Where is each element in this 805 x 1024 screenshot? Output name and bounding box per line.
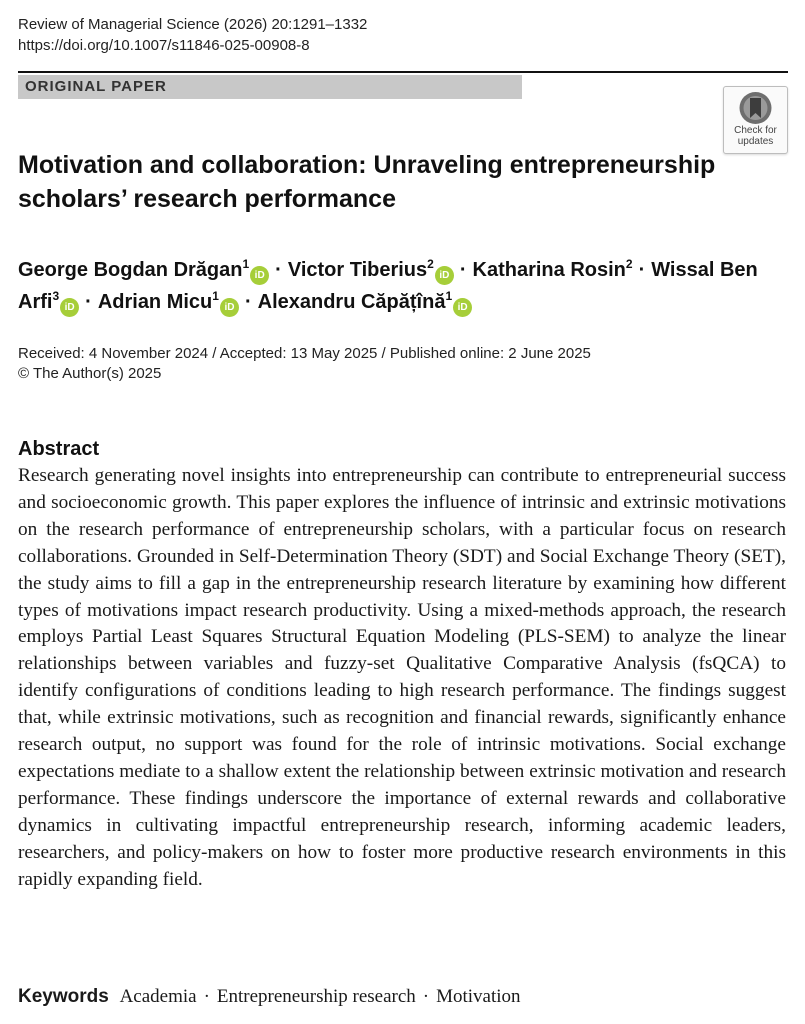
author-separator: · [275, 259, 282, 281]
keyword-item: Entrepreneurship research [216, 986, 416, 1007]
abstract-heading: Abstract [18, 438, 100, 460]
author-separator: · [244, 291, 252, 313]
author-affiliation: 3 [52, 289, 60, 303]
orcid-icon[interactable]: iD [60, 298, 79, 317]
author-name[interactable]: Adrian Micu [97, 291, 213, 313]
author-separator: · [459, 259, 467, 281]
article-type: ORIGINAL PAPER [25, 78, 167, 95]
author-separator: · [638, 259, 646, 281]
publication-dates [18, 344, 591, 384]
paper-title: Motivation and collaboration: Unraveling entrepreneurship scholars’ research performance [18, 151, 716, 213]
author-name[interactable]: Victor Tiberius [287, 259, 428, 281]
orcid-icon[interactable]: iD [220, 298, 239, 317]
check-for-updates-label: Check for updates [734, 125, 777, 147]
orcid-icon[interactable]: iD [453, 298, 472, 317]
author-name[interactable]: Alexandru Căpățînă [257, 291, 446, 313]
article-type-bar [18, 75, 522, 99]
author-affiliation: 1 [445, 289, 453, 303]
keyword-separator: · [422, 986, 430, 1007]
author-affiliation: 1 [242, 257, 250, 271]
journal-header [18, 14, 367, 56]
dates-line: Received: 4 November 2024 / Accepted: 13 May 2025 / Published online: 2 June 2025 [18, 345, 591, 362]
keyword-item: Motivation [436, 986, 521, 1007]
abstract-text: Research generating novel insights into entrepreneurship can contribute to entrepreneurial success and socioeconomic growth. This paper explores the influence of intrinsic and extrinsic motivations on the research performance of entrepreneurship scholars, with a particular focus on research collaborations. Grounded in Self-Determination Theory (SDT) and Social Exchange Theory (SET), the study aims to fill a gap in the entrepreneurship research literature by examining how different types of motivations impact research productivity. Using a mixed-methods approach, the research employs Partial Least Squares Structural Equation Modeling (PLS-SEM) to analyze the linear relationships between variables and fuzzy-set Qualitative Comparative Analysis (fsQCA) to identify configurations of conditions leading to high research performance. The findings suggest that, while extrinsic motivations, such as recognition and financial rewards, significantly enhance research output, no support was found for the role of intrinsic motivations. Social exchange expectations mediate to a shallow extent the relationship between extrinsic motivation and research performance. These findings underscore the importance of external rewards and collaborative dynamics in cultivating impactful entrepreneurship research, informing academic leaders, researchers, and policy-makers on how to foster more productive research environments in this rapidly expanding field. [18, 465, 786, 890]
keyword-separator: · [203, 986, 210, 1007]
keywords-section [18, 985, 521, 1009]
keyword-item: Academia [119, 986, 197, 1007]
doi-link[interactable]: https://doi.org/10.1007/s11846-025-00908-8 [18, 37, 310, 54]
journal-citation: Review of Managerial Science (2026) 20:1291–1332 [18, 16, 368, 33]
keywords-label: Keywords [18, 986, 109, 1007]
author-name[interactable]: Wissal Ben Arfi [18, 259, 758, 313]
orcid-icon[interactable]: iD [250, 266, 269, 285]
copyright-line: © The Author(s) 2025 [18, 365, 162, 382]
author-separator: · [85, 291, 92, 313]
orcid-icon[interactable]: iD [435, 266, 454, 285]
check-for-updates-badge[interactable] [723, 86, 788, 154]
author-name[interactable]: Katharina Rosin [472, 259, 626, 281]
author-affiliation: 2 [427, 257, 434, 271]
check-for-updates-icon [737, 91, 774, 125]
author-name[interactable]: George Bogdan Drăgan [18, 259, 243, 281]
author-affiliation: 1 [212, 289, 219, 303]
header-rule [18, 71, 788, 73]
author-affiliation: 2 [625, 257, 633, 271]
author-list [18, 254, 783, 318]
